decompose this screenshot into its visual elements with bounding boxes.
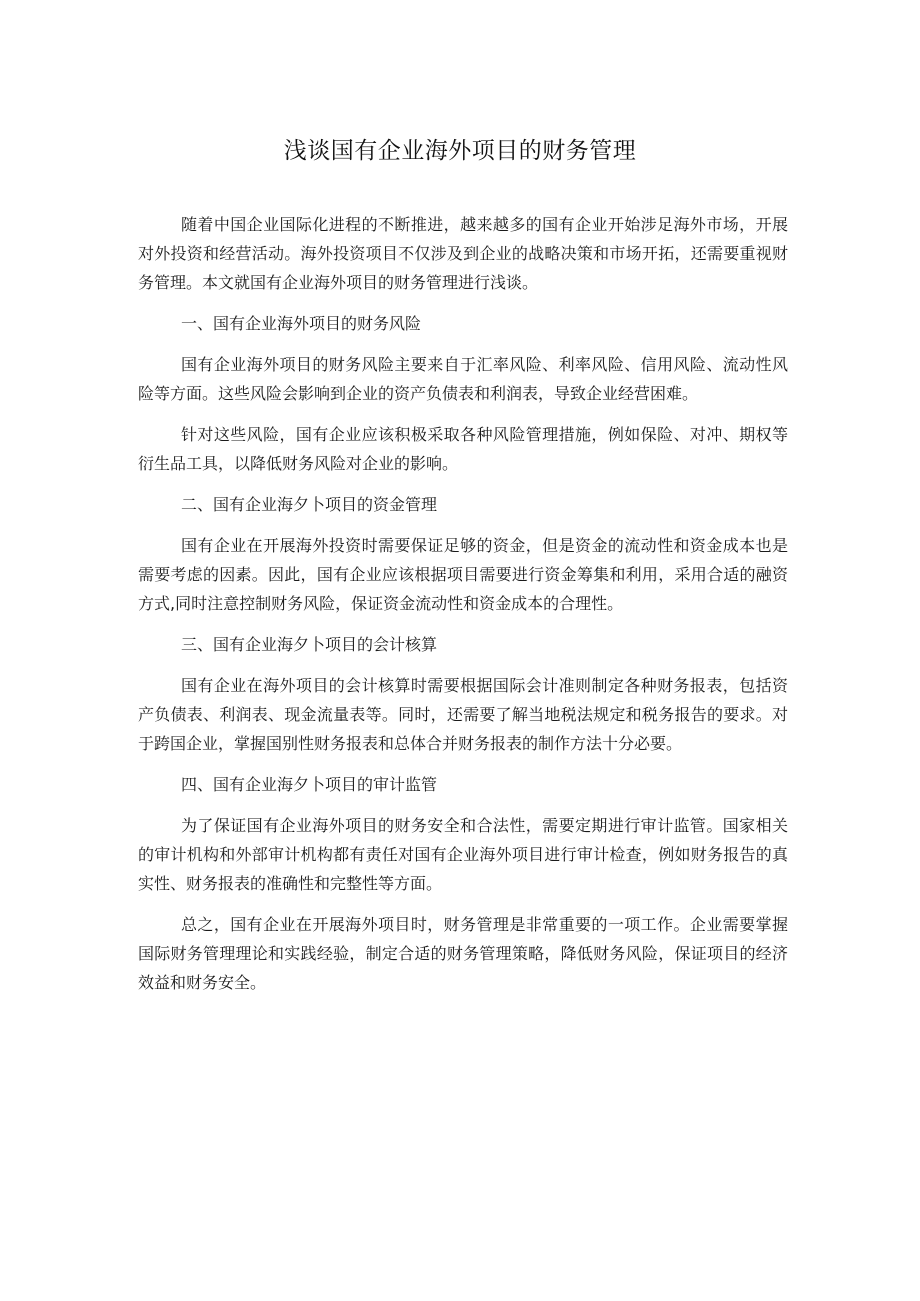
section-2-paragraph: 国有企业在开展海外投资时需要保证足够的资金，但是资金的流动性和资金成本也是需要考虑的因素。因此，国有企业应该根据项目需要进行资金筹集和利用，采用合适的融资方式,同时注意控制财务风险，保证资金流动性和资金成本的合理性。 <box>138 536 788 613</box>
section-1-paragraph-2: 针对这些风险，国有企业应该积极采取各种风险管理措施，例如保险、对冲、期权等衍生品工具，以降低财务风险对企业的影响。 <box>138 425 788 473</box>
section-heading-1: 一、国有企业海外项目的财务风险 <box>181 314 422 333</box>
section-4-paragraph: 为了保证国有企业海外项目的财务安全和合法性，需要定期进行审计监管。国家相关的审计机构和外部审计机构都有责任对国有企业海外项目进行审计检查，例如财务报告的真实性、财务报表的准确性和完整性等方面。 <box>138 816 788 893</box>
section-1-paragraph-1: 国有企业海外项目的财务风险主要来自于汇率风险、利率风险、信用风险、流动性风险等方面。这些风险会影响到企业的资产负债表和利润表，导致企业经营困难。 <box>138 355 788 403</box>
section-heading-3: 三、国有企业海夕卜项目的会计核算 <box>181 635 438 654</box>
section-heading-2: 二、国有企业海夕卜项目的资金管理 <box>181 495 438 514</box>
section-3-paragraph: 国有企业在海外项目的会计核算时需要根据国际会计准则制定各种财务报表，包括资产负债表、利润表、现金流量表等。同时，还需要了解当地税法规定和税务报告的要求。对于跨国企业，掌握国别性财务报表和总体合并财务报表的制作方法十分必要。 <box>138 676 788 753</box>
document-title: 浅谈国有企业海外项目的财务管理 <box>283 138 637 164</box>
document-body <box>138 210 788 997</box>
section-heading-4: 四、国有企业海夕卜项目的审计监管 <box>181 775 438 794</box>
intro-paragraph: 随着中国企业国际化进程的不断推进，越来越多的国有企业开始涉足海外市场，开展对外投资和经营活动。海外投资项目不仅涉及到企业的战略决策和市场开拓，还需要重视财务管理。本文就国有企业海外项目的财务管理进行浅谈。 <box>138 215 788 292</box>
conclusion-paragraph: 总之，国有企业在开展海外项目时，财务管理是非常重要的一项工作。企业需要掌握国际财务管理理论和实践经验，制定合适的财务管理策略，降低财务风险，保证项目的经济效益和财务安全。 <box>138 915 788 992</box>
